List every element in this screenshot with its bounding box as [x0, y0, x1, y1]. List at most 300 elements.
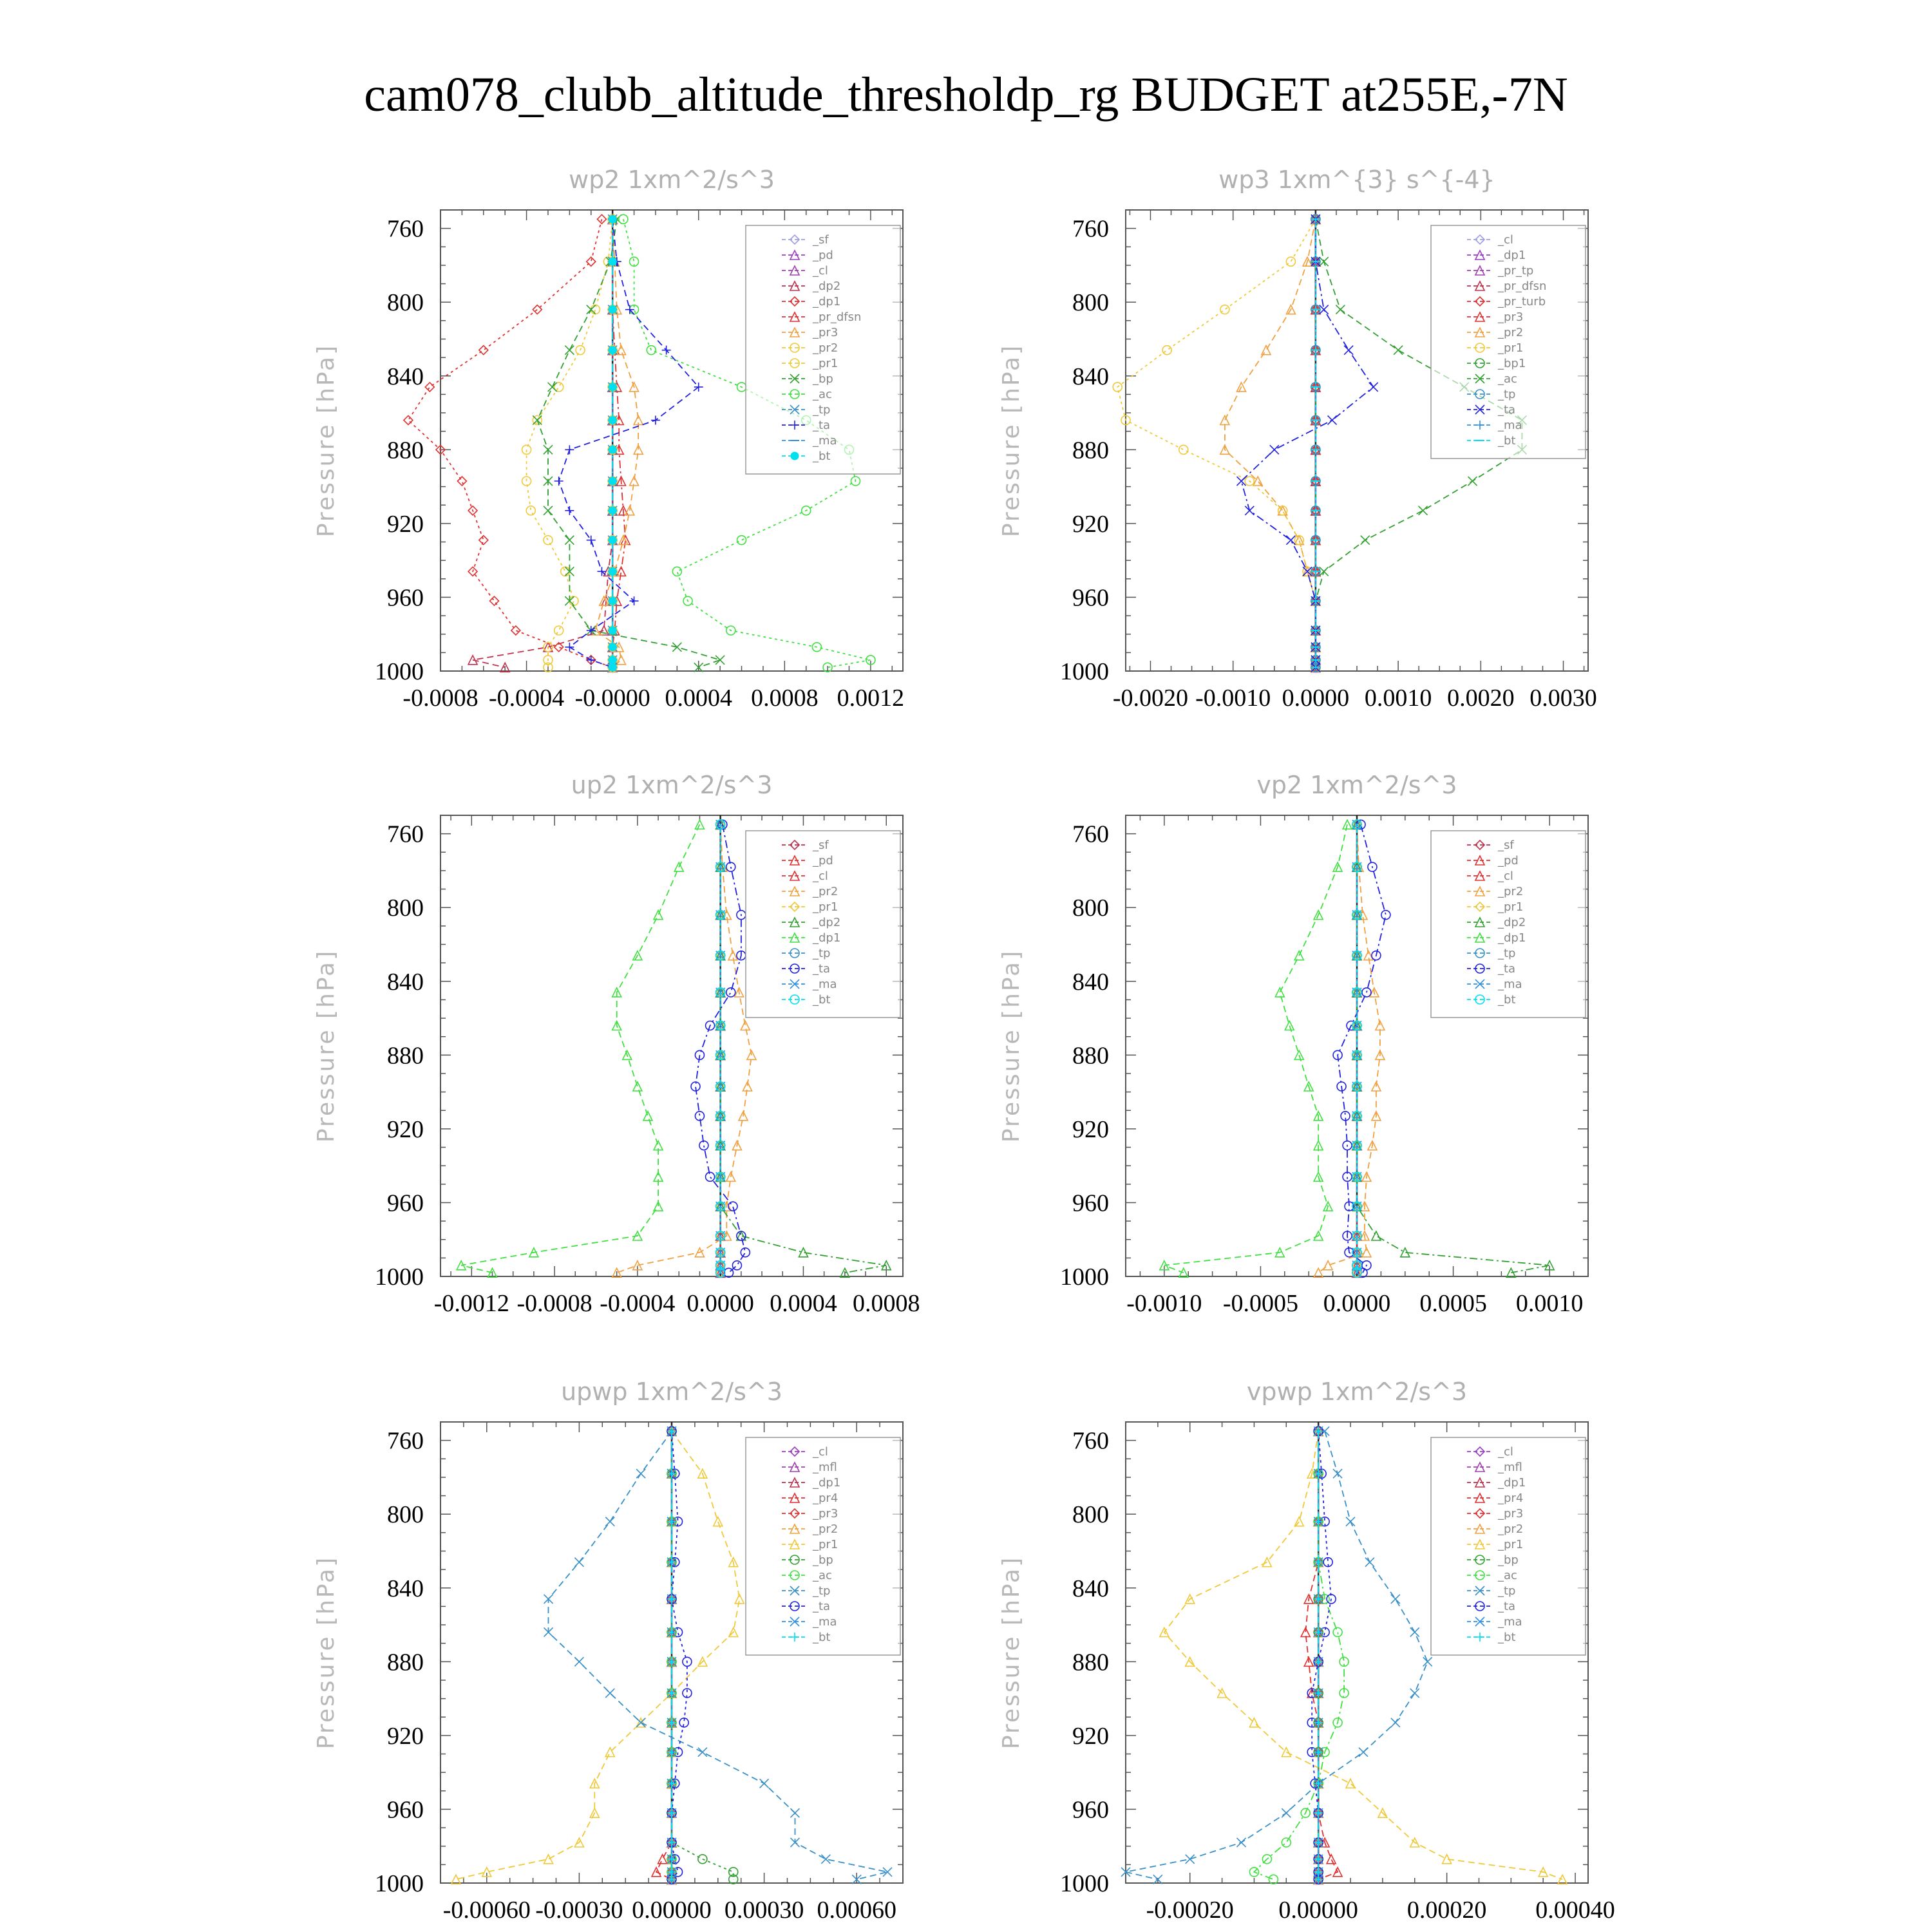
legend: [1431, 1437, 1586, 1655]
legend-label: _pr3: [1498, 1507, 1524, 1520]
legend-label: _ma: [1498, 978, 1522, 991]
series-point: [554, 626, 564, 635]
legend-label: _ta: [1498, 403, 1516, 417]
x-tick-label: -0.00020: [1146, 1897, 1234, 1924]
y-tick-label: 1000: [1060, 658, 1109, 685]
y-tick-label: 880: [1072, 437, 1109, 464]
series-point: [587, 305, 596, 314]
legend-label: _cl: [813, 1445, 828, 1459]
legend-label: _pr1: [1498, 341, 1524, 355]
series-point: [425, 383, 434, 392]
y-tick-label: 840: [387, 968, 424, 996]
series-point: [1186, 1855, 1195, 1864]
series-point: [1391, 1595, 1400, 1604]
legend-label: _dp1: [1498, 249, 1526, 262]
series-ac: [1249, 1426, 1349, 1884]
x-tick-label: -0.0010: [1195, 685, 1271, 712]
series-pr4: [652, 1426, 676, 1884]
series-point: [404, 415, 413, 424]
figure-title: cam078_clubb_altitude_thresholdp_rg BUDGET at255E,-7N: [364, 68, 1568, 122]
legend-label: _tp: [1498, 947, 1516, 960]
x-tick-label: -0.0004: [600, 1290, 676, 1317]
series-point: [643, 1112, 652, 1121]
series-point: [821, 1855, 830, 1864]
x-tick-label: -0.0008: [402, 685, 478, 712]
legend-label: _pr1: [1498, 1538, 1524, 1551]
y-axis-label: Pressure [hPa]: [313, 343, 339, 538]
legend-label: _dp1: [813, 931, 841, 945]
legend-label: _pr_dfsn: [1498, 279, 1547, 293]
legend-label: _tp: [1498, 1584, 1516, 1598]
legend-label: _ta: [1498, 962, 1516, 976]
legend-point: [791, 452, 799, 460]
legend-label: _tp: [813, 403, 831, 417]
y-tick-label: 880: [1072, 1042, 1109, 1070]
x-tick-label: -0.0010: [1126, 1290, 1202, 1317]
series-point: [548, 383, 557, 392]
y-tick-label: 760: [1072, 1427, 1109, 1455]
y-tick-label: 960: [387, 584, 424, 612]
series-point: [574, 1558, 583, 1567]
y-tick-label: 960: [387, 1796, 424, 1824]
y-tick-label: 880: [387, 1649, 424, 1676]
legend-label: _dp2: [813, 916, 841, 929]
y-tick-label: 960: [387, 1189, 424, 1217]
series-point: [1220, 415, 1229, 424]
series-point: [737, 1231, 746, 1240]
series-pr1: [451, 1426, 744, 1884]
x-tick-label: -0.0020: [1112, 685, 1189, 712]
series-point: [609, 416, 616, 424]
series-point: [1369, 383, 1378, 392]
series-point: [1323, 1261, 1332, 1270]
series-point: [609, 215, 616, 223]
series-point: [1359, 1748, 1368, 1757]
x-tick-label: 0.0004: [770, 1290, 837, 1317]
y-tick-label: 920: [387, 1722, 424, 1750]
series-point: [561, 567, 570, 576]
y-tick-label: 960: [1072, 584, 1109, 612]
y-tick-label: 920: [1072, 510, 1109, 538]
series-line: [1254, 1431, 1344, 1879]
series-point: [544, 506, 553, 515]
legend-label: _bp1: [1498, 357, 1526, 370]
series-point: [605, 1517, 614, 1526]
series-line: [1117, 219, 1316, 667]
x-tick-label: 0.0010: [1515, 1290, 1584, 1317]
series-point: [489, 596, 498, 605]
series-point: [636, 1718, 645, 1727]
series-point: [1328, 415, 1337, 424]
y-tick-label: 840: [387, 1575, 424, 1602]
y-tick-label: 840: [387, 363, 424, 390]
legend-label: _pr2: [1498, 326, 1524, 339]
y-tick-label: 960: [1072, 1796, 1109, 1824]
legend-label: _ma: [1498, 1615, 1522, 1629]
legend-label: _pr4: [813, 1492, 838, 1505]
legend-label: _pr2: [813, 885, 838, 898]
series-point: [587, 656, 596, 665]
legend-label: _sf: [813, 233, 829, 247]
series-point: [609, 567, 616, 575]
series-point: [658, 1855, 667, 1864]
legend-label: _ma: [813, 434, 837, 448]
series-point: [1361, 536, 1370, 545]
legend-label: _mfl: [1498, 1461, 1522, 1474]
chart-panel-4: [998, 771, 1588, 1317]
series-point: [630, 596, 639, 605]
series-line: [408, 219, 612, 667]
series-point: [554, 477, 564, 486]
y-tick-label: 880: [387, 1042, 424, 1070]
series-point: [1220, 305, 1229, 314]
series-point: [565, 346, 574, 355]
y-tick-label: 880: [1072, 1649, 1109, 1676]
series-point: [1286, 257, 1295, 266]
legend: [746, 1437, 900, 1655]
x-tick-label: -0.0012: [433, 1290, 509, 1317]
x-tick-label: 0.00000: [1278, 1897, 1358, 1924]
x-tick-label: 0.0004: [665, 685, 732, 712]
series-point: [654, 911, 663, 920]
legend-label: _sf: [1498, 838, 1514, 852]
legend-label: _pr1: [813, 357, 838, 370]
y-tick-label: 800: [387, 289, 424, 317]
legend-label: _ta: [813, 1600, 831, 1613]
series-point: [609, 346, 616, 354]
y-tick-label: 1000: [375, 1264, 424, 1291]
legend-label: _ma: [813, 1615, 837, 1629]
legend-label: _ac: [813, 388, 832, 401]
y-tick-label: 840: [1072, 968, 1109, 996]
series-point: [511, 626, 520, 635]
legend-label: _bp: [813, 1553, 833, 1567]
series-point: [565, 536, 574, 545]
legend-label: _pr3: [813, 326, 838, 339]
series-point: [574, 1657, 583, 1666]
series-point: [715, 656, 724, 665]
legend-label: _bt: [813, 993, 831, 1007]
y-tick-label: 920: [387, 1115, 424, 1143]
series-point: [1270, 445, 1279, 454]
series-point: [609, 507, 616, 515]
series-line: [1242, 219, 1374, 667]
x-tick-label: 0.0030: [1530, 685, 1597, 712]
series-point: [1275, 988, 1284, 997]
series-point: [790, 1808, 799, 1817]
series-point: [741, 1248, 750, 1257]
y-tick-label: 760: [387, 1427, 424, 1455]
y-tick-label: 760: [387, 215, 424, 243]
series-point: [1381, 911, 1390, 920]
series-point: [533, 415, 542, 424]
series-line: [617, 824, 752, 1273]
panel-title: wp3 1xm^{3} s^{-4}: [1218, 166, 1495, 194]
series-point: [565, 445, 574, 454]
legend-label: _tp: [813, 1584, 831, 1598]
y-tick-label: 840: [1072, 363, 1109, 390]
x-tick-label: -0.0008: [516, 1290, 592, 1317]
series-point: [1333, 1469, 1342, 1478]
y-tick-label: 920: [387, 510, 424, 538]
x-tick-label: -0.0005: [1222, 1290, 1298, 1317]
series-point: [1344, 346, 1353, 355]
x-tick-label: 0.0010: [1364, 685, 1432, 712]
legend-label: _pr2: [1498, 1522, 1524, 1536]
legend-label: _bt: [1498, 434, 1516, 448]
series-point: [457, 477, 466, 486]
series-dp1: [1160, 820, 1352, 1277]
series-point: [699, 1141, 708, 1150]
x-tick-label: 0.00040: [1535, 1897, 1615, 1924]
series-point: [609, 446, 616, 453]
series-point: [714, 1517, 723, 1526]
y-axis-label: Pressure [hPa]: [998, 1555, 1025, 1750]
series-point: [1237, 477, 1246, 486]
series-point: [609, 306, 616, 314]
x-tick-label: 0.00060: [817, 1897, 896, 1924]
legend-label: _ta: [813, 419, 831, 432]
legend-label: _bt: [1498, 1631, 1516, 1644]
series-point: [1245, 506, 1254, 515]
legend-label: _ac: [1498, 1569, 1517, 1582]
y-axis-label: Pressure [hPa]: [313, 1555, 339, 1750]
legend-label: _pr2: [1498, 885, 1524, 898]
series-point: [1394, 346, 1403, 355]
legend-label: _dp1: [1498, 931, 1526, 945]
series-line: [461, 824, 699, 1273]
legend-label: _cl: [813, 264, 828, 278]
panel-title: vpwp 1xm^2/s^3: [1246, 1378, 1468, 1406]
series-point: [1278, 506, 1287, 515]
series-point: [1327, 1855, 1336, 1864]
series-point: [651, 415, 660, 424]
series-pr1: [1113, 214, 1320, 672]
series-point: [726, 988, 735, 997]
series-point: [479, 346, 488, 355]
panel-title: wp2 1xm^2/s^3: [569, 166, 775, 194]
series-point: [728, 1202, 737, 1211]
chart-panel-2: [998, 166, 1597, 712]
chart-panel-5: [313, 1378, 903, 1924]
series-point: [1179, 445, 1188, 454]
series-ta: [1237, 214, 1378, 672]
series-point: [883, 1868, 892, 1877]
series-line: [559, 219, 699, 667]
series-point: [609, 656, 616, 664]
series-point: [1423, 1657, 1432, 1666]
series-point: [1468, 477, 1477, 486]
x-tick-label: 0.00020: [1406, 1897, 1487, 1924]
legend-label: _pd: [1498, 854, 1519, 867]
y-tick-label: 1000: [375, 658, 424, 685]
x-tick-label: 0.0000: [1323, 1290, 1391, 1317]
series-point: [609, 477, 616, 485]
series-line: [672, 1431, 734, 1879]
x-tick-label: -0.00030: [535, 1897, 623, 1924]
y-tick-label: 800: [1072, 1501, 1109, 1529]
y-tick-label: 1000: [1060, 1870, 1109, 1897]
legend-label: _pr4: [1498, 1492, 1524, 1505]
x-tick-label: -0.0004: [489, 685, 565, 712]
legend-label: _dp1: [1498, 1476, 1526, 1490]
series-pr2: [1220, 214, 1320, 672]
series-point: [609, 383, 616, 391]
chart-panel-3: [313, 771, 920, 1317]
series-point: [1410, 1627, 1419, 1636]
x-tick-label: 0.00030: [724, 1897, 804, 1924]
x-tick-label: 0.0020: [1447, 685, 1515, 712]
series-point: [1262, 346, 1271, 355]
y-tick-label: 800: [1072, 895, 1109, 922]
legend-label: _pr3: [1498, 310, 1524, 324]
legend-label: _pr1: [1498, 900, 1524, 914]
legend: [1431, 831, 1586, 1018]
series-point: [1365, 1558, 1374, 1567]
legend-label: _pr1: [813, 1538, 838, 1551]
series-point: [1333, 1627, 1342, 1636]
legend-label: _cl: [1498, 1445, 1513, 1459]
series-point: [737, 536, 746, 545]
y-tick-label: 800: [387, 895, 424, 922]
panel-title: up2 1xm^2/s^3: [571, 771, 773, 799]
series-point: [609, 597, 616, 605]
legend-label: _pr3: [813, 1507, 838, 1520]
series-point: [633, 1082, 642, 1091]
y-tick-label: 920: [1072, 1115, 1109, 1143]
legend-label: _bt: [813, 450, 831, 463]
legend-label: _cl: [1498, 869, 1513, 883]
x-tick-label: 0.0008: [751, 685, 819, 712]
x-tick-label: -0.00060: [442, 1897, 531, 1924]
legend: [746, 225, 900, 474]
legend: [746, 831, 900, 1018]
panel-title: upwp 1xm^2/s^3: [561, 1378, 782, 1406]
legend-label: _bt: [813, 1631, 831, 1644]
series-dp2: [468, 214, 617, 672]
y-tick-label: 760: [387, 820, 424, 848]
series-point: [760, 1779, 769, 1788]
x-tick-label: -0.0000: [574, 685, 650, 712]
series-point: [1282, 1838, 1291, 1847]
legend-label: _bp: [1498, 1553, 1519, 1567]
series-point: [479, 536, 488, 545]
y-tick-label: 1000: [1060, 1264, 1109, 1291]
x-tick-label: 0.00000: [632, 1897, 712, 1924]
legend-label: _pd: [813, 854, 833, 867]
series-point: [1294, 536, 1303, 545]
series-point: [609, 643, 616, 651]
y-tick-label: 760: [1072, 820, 1109, 848]
series-ta: [667, 1426, 692, 1884]
series-dp1: [457, 820, 704, 1277]
legend-label: _ta: [813, 962, 831, 976]
y-axis-label: Pressure [hPa]: [998, 949, 1025, 1143]
series-point: [565, 506, 574, 515]
legend-label: _dp2: [1498, 916, 1526, 929]
series-ta: [554, 214, 703, 672]
chart-panel-6: [998, 1378, 1615, 1924]
series-point: [609, 663, 616, 671]
series-point: [1286, 536, 1295, 545]
series-point: [732, 1261, 741, 1270]
series-point: [1237, 1838, 1246, 1847]
legend-label: _bt: [1498, 993, 1516, 1007]
legend-label: _sf: [813, 838, 829, 852]
series-point: [1346, 1517, 1355, 1526]
series-dp1: [404, 214, 617, 672]
series-line: [456, 1431, 739, 1879]
legend-label: _ma: [813, 978, 837, 991]
series-point: [569, 596, 578, 605]
series-point: [591, 305, 600, 314]
x-tick-label: 0.0000: [687, 1290, 754, 1317]
chart-panel-1: [313, 166, 904, 712]
legend-label: _pr_tp: [1498, 264, 1534, 278]
legend-label: _dp1: [813, 1476, 841, 1490]
legend-label: _cl: [1498, 233, 1513, 247]
y-tick-label: 760: [1072, 215, 1109, 243]
x-tick-label: 0.0012: [837, 685, 905, 712]
legend-label: _ac: [813, 1569, 832, 1582]
legend-label: _pr_turb: [1498, 295, 1546, 308]
legend-label: _pr1: [813, 900, 838, 914]
series-point: [662, 346, 671, 355]
series-point: [1391, 1718, 1400, 1727]
series-bp: [533, 214, 724, 672]
series-pr2: [612, 820, 756, 1277]
legend-label: _pr2: [813, 1522, 838, 1536]
legend-label: _pr2: [813, 341, 838, 355]
y-tick-label: 880: [387, 437, 424, 464]
series-point: [1336, 305, 1345, 314]
series-point: [672, 567, 681, 576]
legend-label: _cl: [813, 869, 828, 883]
series-point: [1285, 1021, 1294, 1030]
series-point: [1162, 346, 1171, 355]
panel-title: vp2 1xm^2/s^3: [1256, 771, 1457, 799]
legend-label: _ac: [1498, 372, 1517, 386]
series-point: [587, 536, 596, 545]
legend-label: _tp: [1498, 388, 1516, 401]
x-tick-label: 0.0005: [1419, 1290, 1487, 1317]
y-tick-label: 920: [1072, 1722, 1109, 1750]
series-point: [1419, 506, 1428, 515]
legend-label: _pr_dfsn: [813, 310, 862, 324]
series-point: [636, 1469, 645, 1478]
series-point: [706, 1172, 715, 1181]
legend-label: _pd: [813, 249, 833, 262]
legend-label: _ma: [1498, 419, 1522, 432]
series-point: [609, 627, 616, 634]
y-axis-label: Pressure [hPa]: [313, 949, 339, 1143]
y-tick-label: 960: [1072, 1189, 1109, 1217]
y-tick-label: 840: [1072, 1575, 1109, 1602]
legend-label: _dp1: [813, 295, 841, 308]
y-tick-label: 800: [387, 1501, 424, 1529]
y-axis-label: Pressure [hPa]: [998, 343, 1025, 538]
y-tick-label: 800: [1072, 289, 1109, 317]
series-point: [698, 1748, 707, 1757]
series-point: [544, 1855, 553, 1864]
legend: [1431, 225, 1586, 459]
series-point: [609, 258, 616, 265]
legend-label: _ta: [1498, 1600, 1516, 1613]
series-point: [609, 536, 616, 544]
series-point: [741, 1021, 750, 1030]
x-tick-label: 0.0008: [852, 1290, 920, 1317]
y-tick-label: 1000: [375, 1870, 424, 1897]
